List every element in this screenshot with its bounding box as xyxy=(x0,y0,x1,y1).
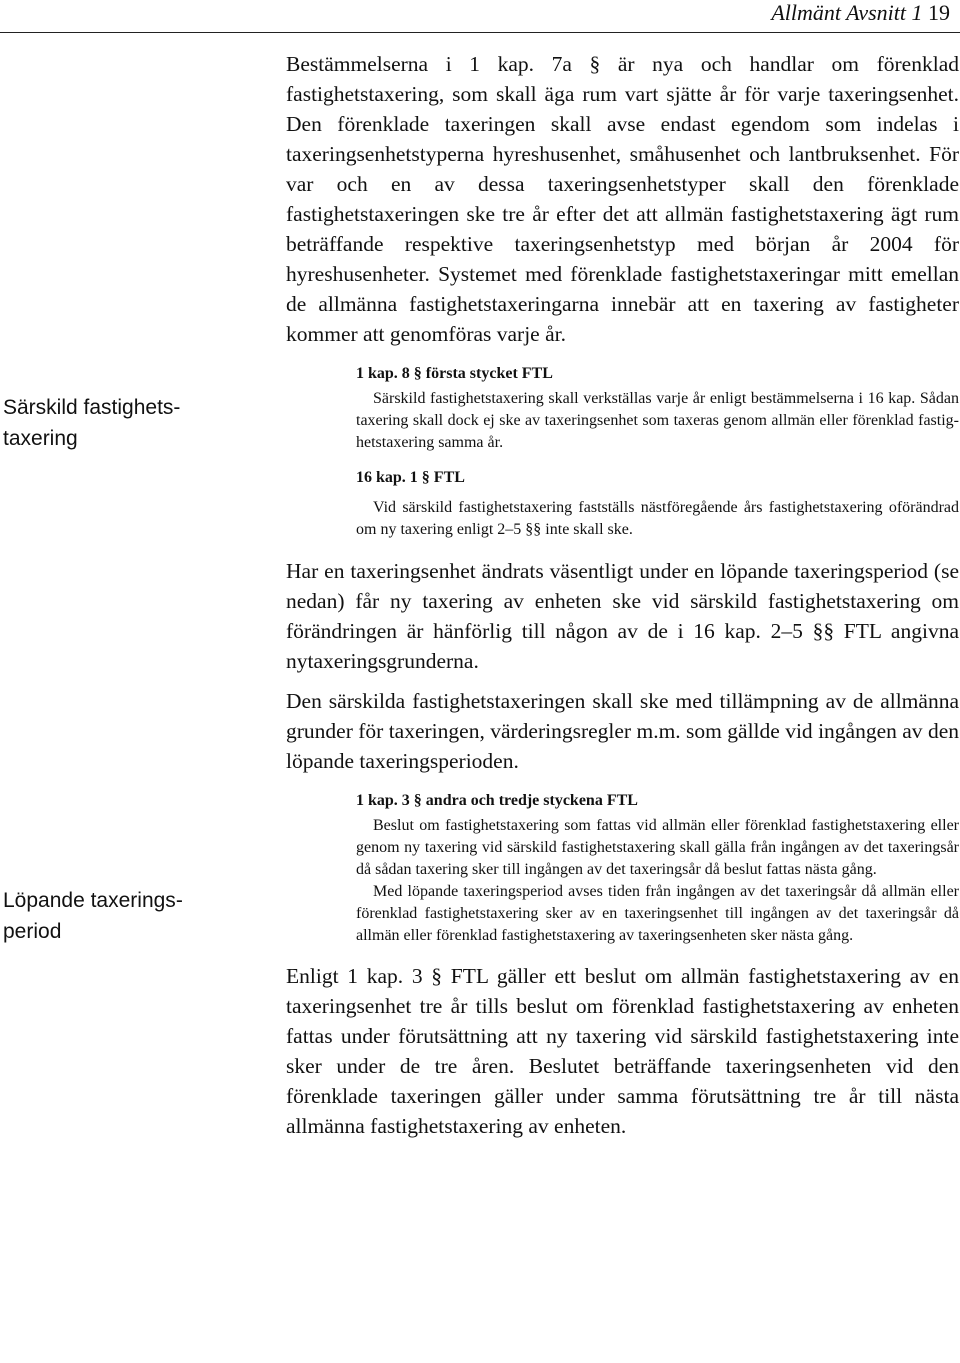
law-block-3 xyxy=(356,790,959,947)
margin-heading-lopande: Löpande taxeringsperiod xyxy=(3,889,183,943)
paragraph-1: Bestämmelserna i 1 kap. 7a § är nya och handlar om förenklad fastighetstaxering, som skall äga rum vart sjätte år för varje taxeringsenhet. Den förenklade taxeringen skall avse endast egendom som indelas i taxeringsenhetstyperna hyreshusenhet, småhusenhet och lantbruksenhet. För var och en av dessa taxeringsenhetstyper skall den förenklade fastighetstaxeringen ske tre år efter det att allmän fastighetstaxering ägt rum beträffande respektive taxeringsenhetstyp med början år 2004 för hyreshusenheter. Systemet med förenklade fastighetstaxeringar mitt emellan de allmänna fastighetstaxeringarna innebär att en taxering av fastigheter kommer att genomföras varje år. xyxy=(286,52,959,346)
law-block-2 xyxy=(356,467,959,541)
law-reference: 1 kap. 8 § första stycket FTL xyxy=(356,365,553,382)
margin-heading-sarskild: Särskild fastighetstaxering xyxy=(3,396,181,450)
law-text: Med löpande taxeringsperiod avses tiden från ingången av det taxeringsår då allmän eller förenklad fastighetstaxering sker av en taxeringsenhet till ingången av det taxeringsår då allmän eller förenklad fastighetstaxering av taxeringsenheten sker nästa gång. xyxy=(356,883,959,944)
law-text: Vid särskild fastighetstaxering fastställs nästföregående års fastighetstaxering oförändrad om ny taxering enligt 2–5 §§ inte skall ske. xyxy=(356,499,959,538)
main-text xyxy=(286,49,959,1141)
law-reference: 1 kap. 3 § andra och tredje styckena FTL xyxy=(356,792,638,809)
law-text: Särskild fastighetstaxering skall verkställas varje år enligt bestämmelserna i 16 kap. Sådan taxering skall dock ej ske av taxeringsenhet som taxeras genom allmän eller förenklad fastighetstaxering samma år. xyxy=(356,390,959,451)
page-number: 19 xyxy=(928,0,950,25)
running-header xyxy=(771,0,950,26)
paragraph-4: Enligt 1 kap. 3 § FTL gäller ett beslut om allmän fastighetstaxering av en taxeringsenhet tre år tills beslut om förenklad fastighetstaxering av enheten fattas under förutsättning att ny taxering vid särskild fastighetstaxering inte sker under de tre åren. Beslutet beträffande taxeringsenheten vid den förenklade taxeringen gäller under samma förutsättning tre år till nästa allmänna fastighetstaxering av enheten. xyxy=(286,964,959,1138)
law-reference: 16 kap. 1 § FTL xyxy=(356,469,465,486)
header-section: Allmänt Avsnitt 1 xyxy=(771,0,923,25)
header-rule xyxy=(0,32,960,33)
paragraph-3: Den särskilda fastighetstaxeringen skall ske med tillämpning av de allmänna grunder för taxeringen, värderingsregler m.m. som gällde vid ingången av den löpande taxeringsperioden. xyxy=(286,689,959,773)
law-block-1 xyxy=(356,363,959,454)
paragraph-2: Har en taxeringsenhet ändrats väsentligt under en löpande taxeringsperiod (se nedan) får ny taxering av enheten ske vid särskild fastighetstaxering om förändringen är hänförlig till någon av de i 16 kap. 2–5 §§ FTL angivna nytaxeringsgrunderna. xyxy=(286,559,959,673)
law-text: Beslut om fastighetstaxering som fattas vid allmän eller förenklad fastighetstaxering eller genom ny taxering vid särskild fastighetstaxering skall gälla från ingången av det taxeringsår då sådan taxering sker till ingången av det taxeringsår då beslut fattas nästa gång. xyxy=(356,817,959,878)
